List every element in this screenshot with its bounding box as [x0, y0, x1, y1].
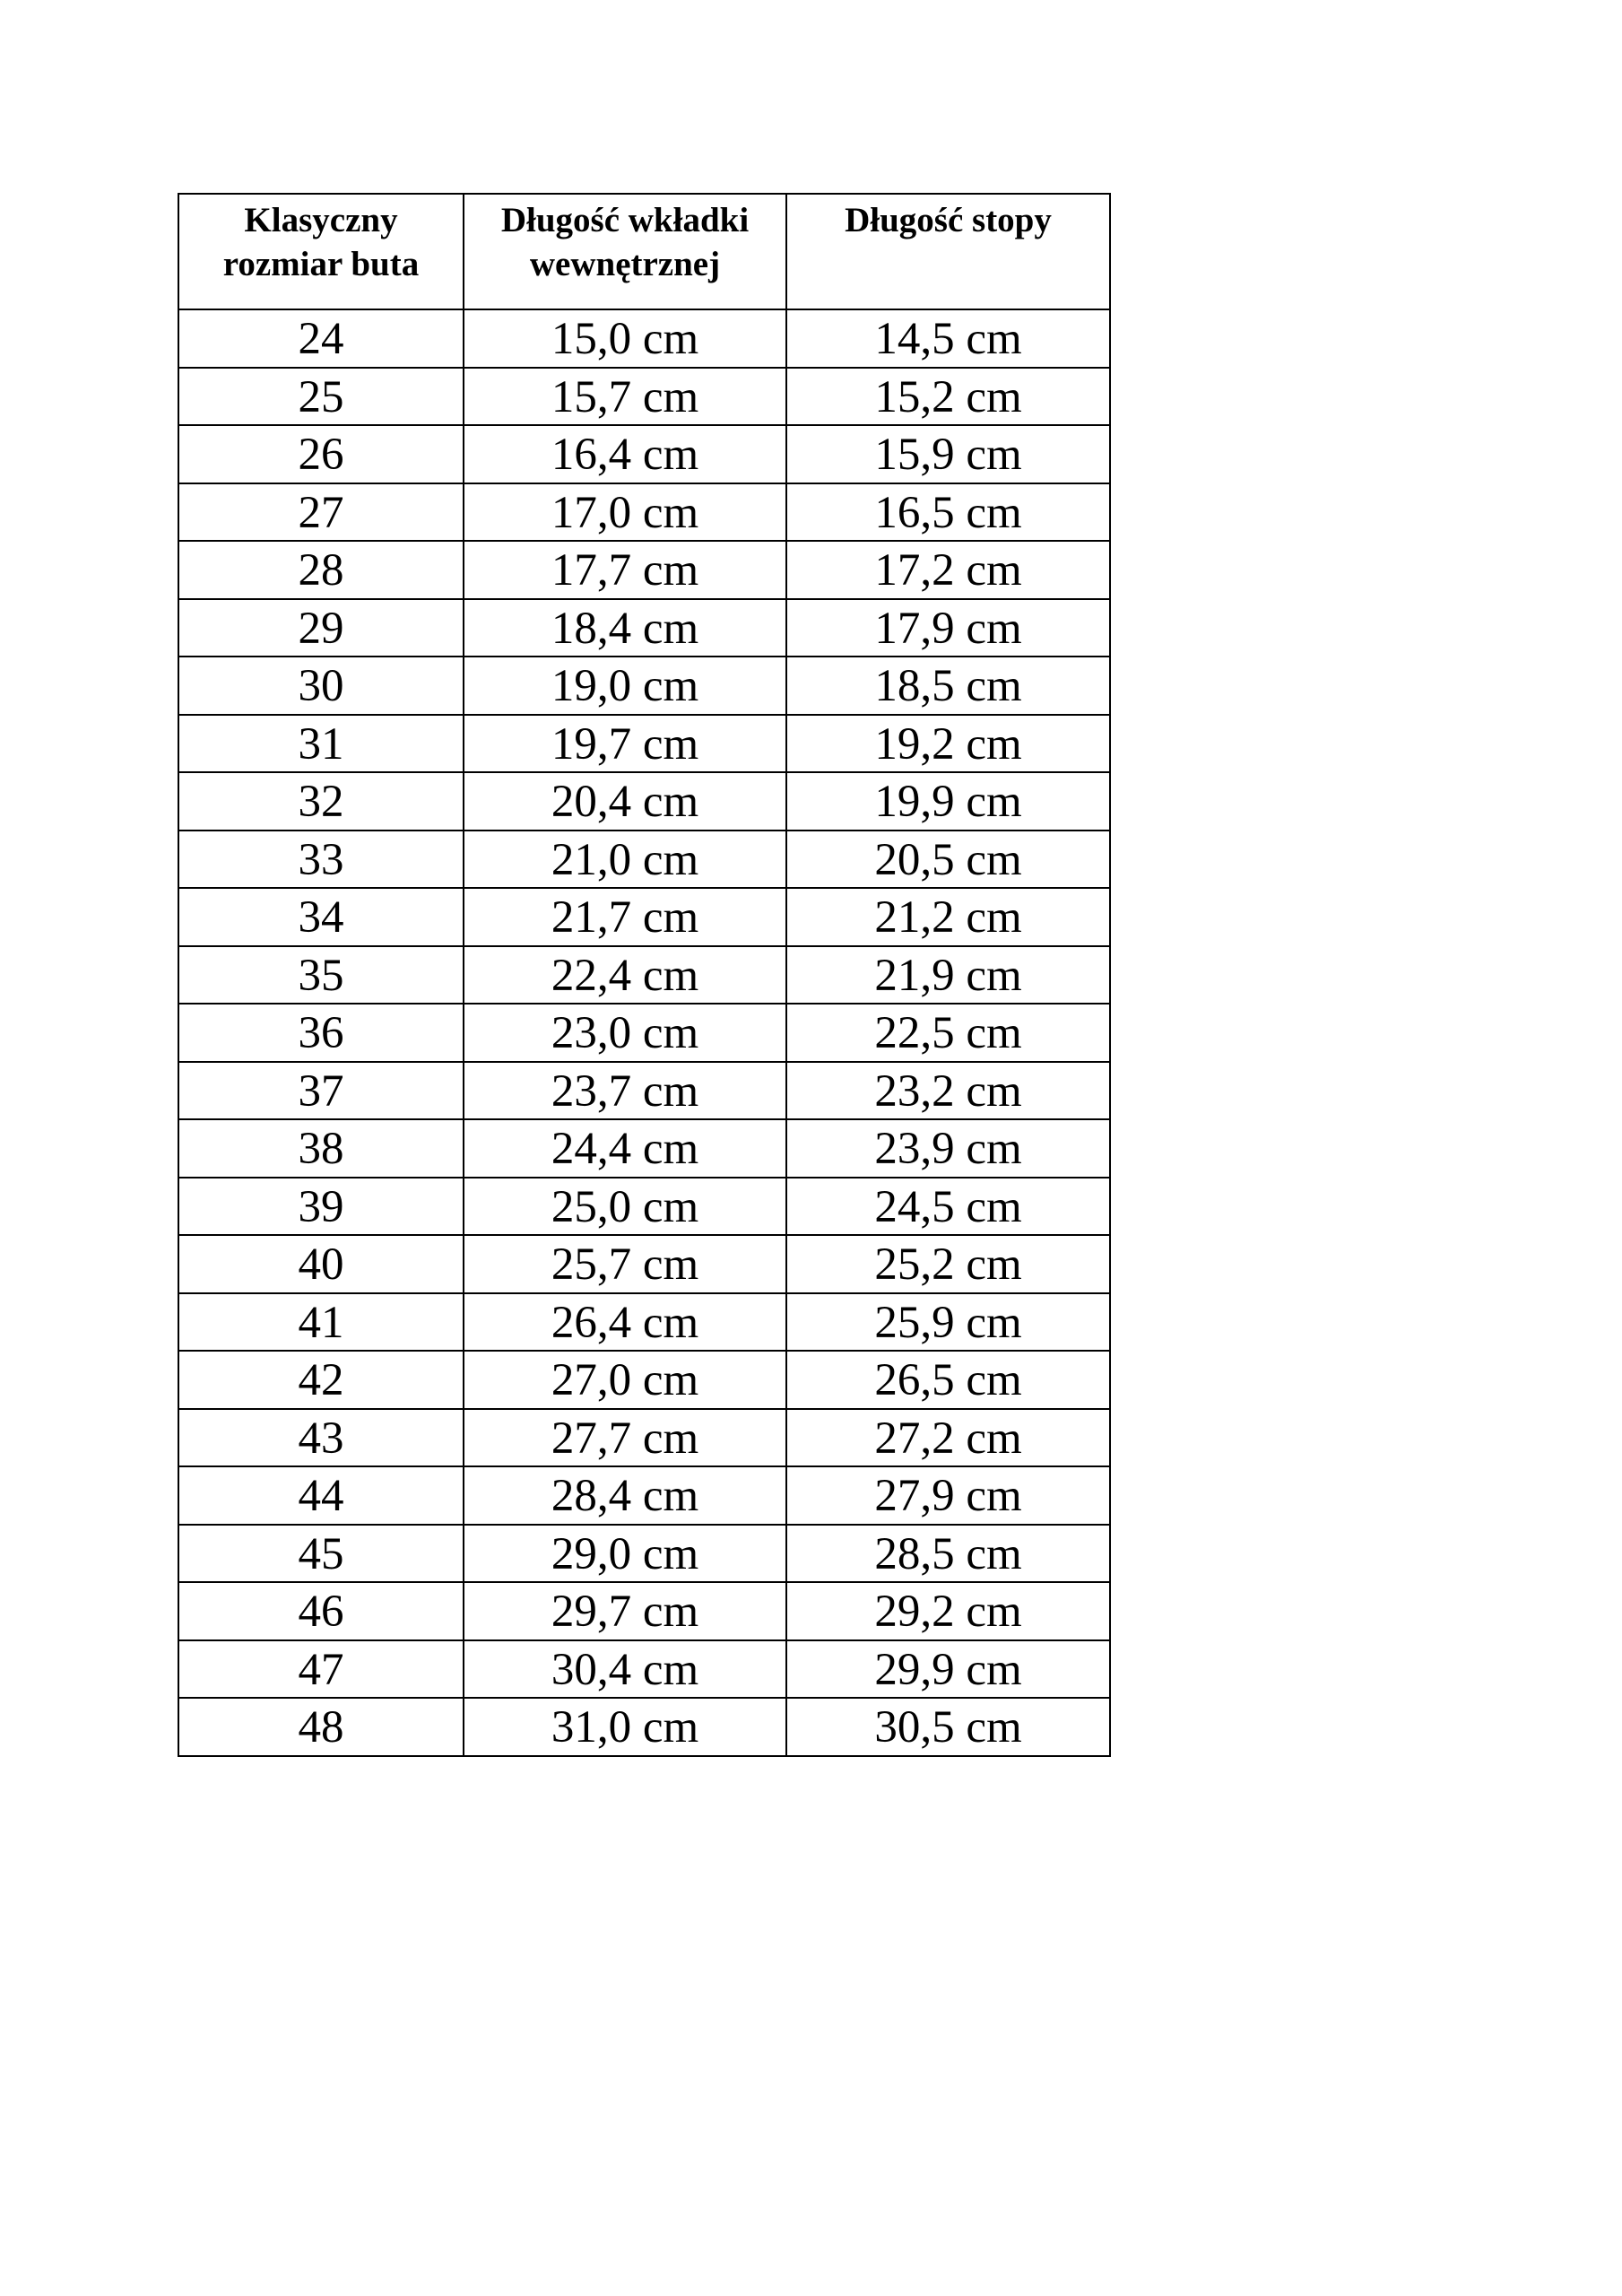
- table-row: [178, 1351, 1110, 1409]
- cell-shoe-size: 34: [178, 888, 464, 946]
- cell-insole-length: 21,7 cm: [464, 888, 786, 946]
- table-row: [178, 946, 1110, 1004]
- table-row: [178, 541, 1110, 599]
- cell-foot-length: 15,9 cm: [786, 425, 1110, 483]
- cell-foot-length: 21,9 cm: [786, 946, 1110, 1004]
- cell-shoe-size: 25: [178, 368, 464, 426]
- cell-insole-length: 23,0 cm: [464, 1004, 786, 1062]
- cell-foot-length: 17,2 cm: [786, 541, 1110, 599]
- cell-foot-length: 25,2 cm: [786, 1235, 1110, 1293]
- table-row: [178, 1525, 1110, 1583]
- header-label-line: wewnętrznej: [529, 245, 721, 283]
- table-row: [178, 1640, 1110, 1699]
- table-row: [178, 1293, 1110, 1352]
- header-insole-length: [464, 194, 786, 309]
- header-label-line: Klasyczny: [244, 201, 398, 239]
- table-row: [178, 1004, 1110, 1062]
- cell-insole-length: 27,0 cm: [464, 1351, 786, 1409]
- cell-shoe-size: 35: [178, 946, 464, 1004]
- cell-insole-length: 21,0 cm: [464, 831, 786, 889]
- table-row: [178, 1178, 1110, 1236]
- cell-shoe-size: 39: [178, 1178, 464, 1236]
- shoe-size-table: [178, 193, 1111, 1757]
- cell-shoe-size: 29: [178, 599, 464, 657]
- cell-foot-length: 19,2 cm: [786, 715, 1110, 773]
- cell-shoe-size: 42: [178, 1351, 464, 1409]
- cell-foot-length: 27,2 cm: [786, 1409, 1110, 1467]
- cell-insole-length: 26,4 cm: [464, 1293, 786, 1352]
- cell-insole-length: 28,4 cm: [464, 1466, 786, 1525]
- cell-foot-length: 29,2 cm: [786, 1582, 1110, 1640]
- cell-shoe-size: 46: [178, 1582, 464, 1640]
- table-row: [178, 599, 1110, 657]
- cell-insole-length: 23,7 cm: [464, 1062, 786, 1120]
- cell-shoe-size: 30: [178, 657, 464, 715]
- cell-insole-length: 27,7 cm: [464, 1409, 786, 1467]
- table-row: [178, 1062, 1110, 1120]
- cell-foot-length: 26,5 cm: [786, 1351, 1110, 1409]
- cell-insole-length: 24,4 cm: [464, 1119, 786, 1178]
- table-row: [178, 715, 1110, 773]
- cell-shoe-size: 33: [178, 831, 464, 889]
- table-row: [178, 309, 1110, 368]
- cell-foot-length: 22,5 cm: [786, 1004, 1110, 1062]
- header-foot-length: [786, 194, 1110, 309]
- cell-insole-length: 19,0 cm: [464, 657, 786, 715]
- cell-foot-length: 16,5 cm: [786, 483, 1110, 542]
- table-row: [178, 483, 1110, 542]
- table-row: [178, 657, 1110, 715]
- cell-insole-length: 25,0 cm: [464, 1178, 786, 1236]
- cell-foot-length: 25,9 cm: [786, 1293, 1110, 1352]
- cell-foot-length: 29,9 cm: [786, 1640, 1110, 1699]
- table-header-row: [178, 194, 1110, 309]
- cell-shoe-size: 38: [178, 1119, 464, 1178]
- cell-shoe-size: 32: [178, 772, 464, 831]
- cell-insole-length: 17,0 cm: [464, 483, 786, 542]
- cell-insole-length: 19,7 cm: [464, 715, 786, 773]
- cell-insole-length: 30,4 cm: [464, 1640, 786, 1699]
- table-row: [178, 831, 1110, 889]
- table-row: [178, 1582, 1110, 1640]
- cell-foot-length: 18,5 cm: [786, 657, 1110, 715]
- table-row: [178, 368, 1110, 426]
- cell-foot-length: 19,9 cm: [786, 772, 1110, 831]
- cell-insole-length: 25,7 cm: [464, 1235, 786, 1293]
- cell-foot-length: 24,5 cm: [786, 1178, 1110, 1236]
- table-row: [178, 1409, 1110, 1467]
- cell-insole-length: 15,0 cm: [464, 309, 786, 368]
- cell-foot-length: 23,9 cm: [786, 1119, 1110, 1178]
- cell-insole-length: 18,4 cm: [464, 599, 786, 657]
- table-row: [178, 1119, 1110, 1178]
- cell-foot-length: 23,2 cm: [786, 1062, 1110, 1120]
- cell-shoe-size: 36: [178, 1004, 464, 1062]
- cell-insole-length: 29,0 cm: [464, 1525, 786, 1583]
- table-row: [178, 1466, 1110, 1525]
- cell-insole-length: 31,0 cm: [464, 1698, 786, 1756]
- cell-foot-length: 15,2 cm: [786, 368, 1110, 426]
- cell-shoe-size: 47: [178, 1640, 464, 1699]
- table-row: [178, 888, 1110, 946]
- cell-shoe-size: 27: [178, 483, 464, 542]
- cell-insole-length: 16,4 cm: [464, 425, 786, 483]
- header-label-line: Długość stopy: [845, 201, 1052, 239]
- cell-foot-length: 27,9 cm: [786, 1466, 1110, 1525]
- cell-foot-length: 20,5 cm: [786, 831, 1110, 889]
- table-row: [178, 1698, 1110, 1756]
- cell-shoe-size: 26: [178, 425, 464, 483]
- table-body: [178, 309, 1110, 1756]
- cell-shoe-size: 48: [178, 1698, 464, 1756]
- header-label-line: rozmiar buta: [222, 245, 420, 283]
- cell-shoe-size: 28: [178, 541, 464, 599]
- cell-shoe-size: 37: [178, 1062, 464, 1120]
- cell-insole-length: 29,7 cm: [464, 1582, 786, 1640]
- cell-insole-length: 15,7 cm: [464, 368, 786, 426]
- header-shoe-size: [178, 194, 464, 309]
- cell-shoe-size: 43: [178, 1409, 464, 1467]
- cell-foot-length: 14,5 cm: [786, 309, 1110, 368]
- cell-shoe-size: 40: [178, 1235, 464, 1293]
- cell-foot-length: 28,5 cm: [786, 1525, 1110, 1583]
- cell-insole-length: 22,4 cm: [464, 946, 786, 1004]
- cell-shoe-size: 45: [178, 1525, 464, 1583]
- cell-foot-length: 17,9 cm: [786, 599, 1110, 657]
- table-row: [178, 425, 1110, 483]
- cell-insole-length: 20,4 cm: [464, 772, 786, 831]
- header-label-line: Długość wkładki: [500, 201, 750, 239]
- cell-insole-length: 17,7 cm: [464, 541, 786, 599]
- cell-foot-length: 30,5 cm: [786, 1698, 1110, 1756]
- cell-foot-length: 21,2 cm: [786, 888, 1110, 946]
- cell-shoe-size: 31: [178, 715, 464, 773]
- table-row: [178, 1235, 1110, 1293]
- cell-shoe-size: 24: [178, 309, 464, 368]
- cell-shoe-size: 41: [178, 1293, 464, 1352]
- table-row: [178, 772, 1110, 831]
- cell-shoe-size: 44: [178, 1466, 464, 1525]
